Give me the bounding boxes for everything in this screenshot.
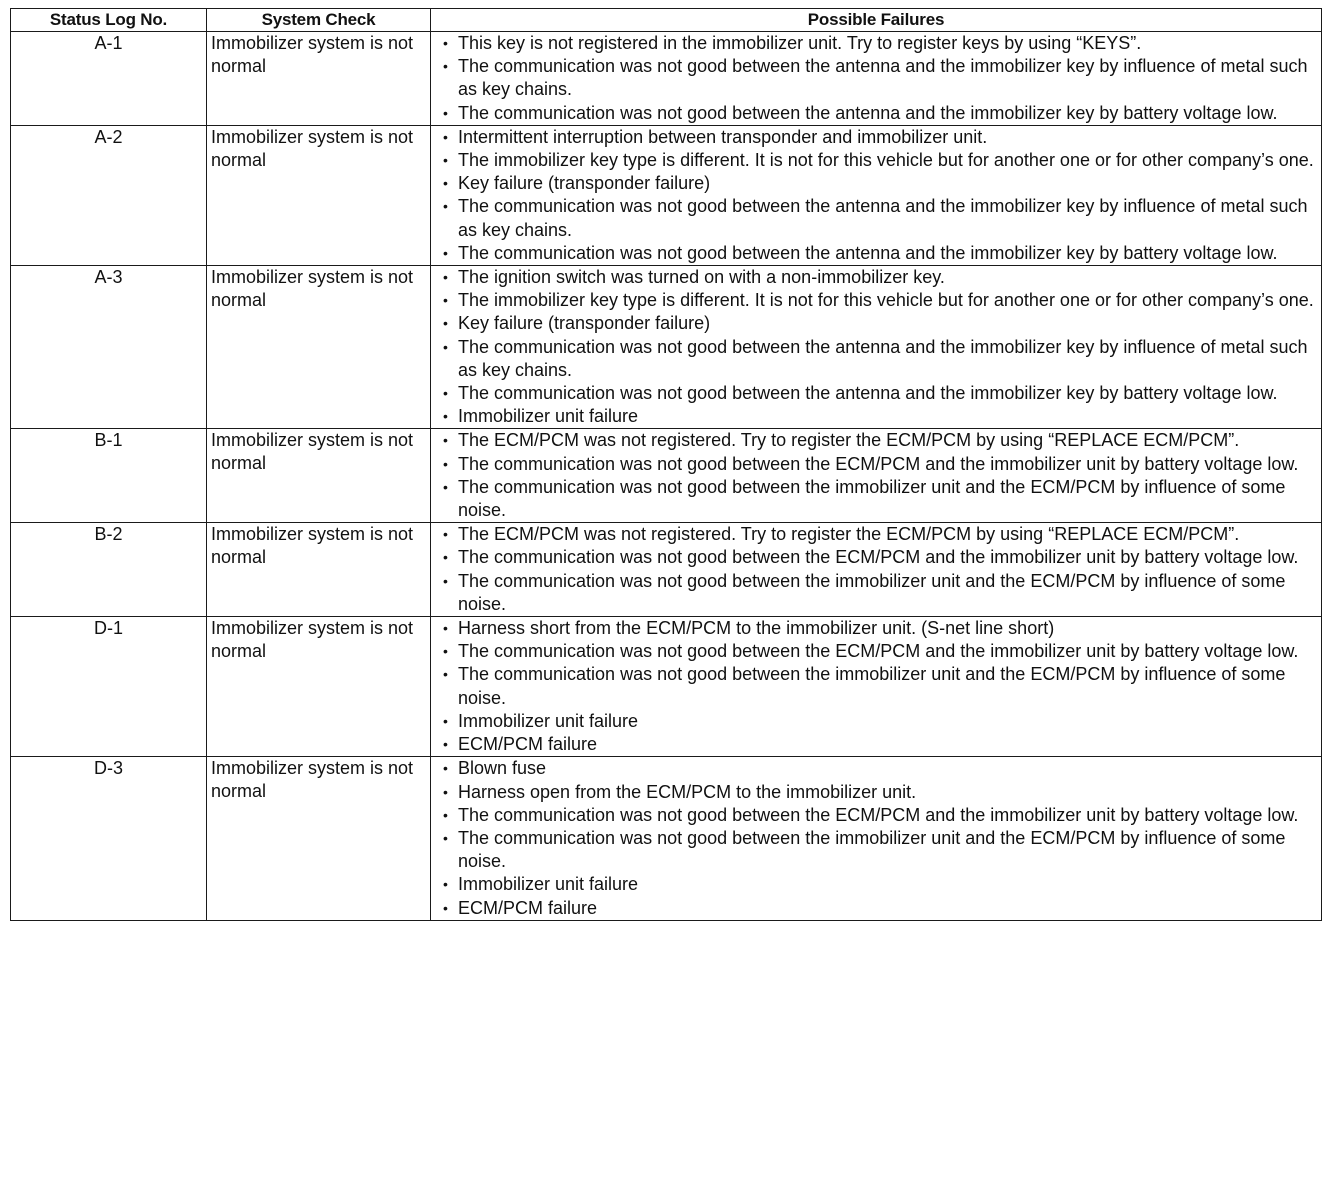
failure-item: • This key is not registered in the immobilizer unit. Try to register keys by using “KEYS”. — [443, 32, 1315, 55]
possible-failures-cell — [431, 125, 1322, 265]
failure-item: • The communication was not good between the immobilizer unit and the ECM/PCM by influence of some noise. — [443, 476, 1315, 522]
failure-list — [443, 126, 1315, 265]
failure-item: • The ECM/PCM was not registered. Try to register the ECM/PCM by using “REPLACE ECM/PCM”. — [443, 523, 1315, 546]
header-status-log-no: Status Log No. — [11, 9, 207, 32]
header-system-check: System Check — [207, 9, 431, 32]
status-log-number: D-1 — [11, 617, 207, 757]
table-body — [11, 32, 1322, 921]
possible-failures-cell — [431, 266, 1322, 429]
possible-failures-cell — [431, 617, 1322, 757]
system-check-text: Immobilizer system is not normal — [207, 617, 431, 757]
failure-item: • The communication was not good between the immobilizer unit and the ECM/PCM by influence of some noise. — [443, 570, 1315, 616]
system-check-text: Immobilizer system is not normal — [207, 429, 431, 523]
failure-item: • Immobilizer unit failure — [443, 405, 1315, 428]
table-row — [11, 757, 1322, 920]
system-check-text: Immobilizer system is not normal — [207, 125, 431, 265]
status-log-table — [10, 8, 1322, 921]
failure-item: • The communication was not good between the immobilizer unit and the ECM/PCM by influence of some noise. — [443, 663, 1315, 709]
failure-item: • The communication was not good between the antenna and the immobilizer key by influence of metal such as key chains. — [443, 55, 1315, 101]
table-row — [11, 523, 1322, 617]
possible-failures-cell — [431, 757, 1322, 920]
status-log-number: D-3 — [11, 757, 207, 920]
possible-failures-cell — [431, 429, 1322, 523]
failure-list — [443, 523, 1315, 616]
table-row — [11, 429, 1322, 523]
system-check-text: Immobilizer system is not normal — [207, 523, 431, 617]
failure-item: • The immobilizer key type is different. It is not for this vehicle but for another one or for other company’s one. — [443, 289, 1315, 312]
failure-item: • The ignition switch was turned on with a non-immobilizer key. — [443, 266, 1315, 289]
failure-item: • The communication was not good between the antenna and the immobilizer key by battery voltage low. — [443, 382, 1315, 405]
failure-item: • The communication was not good between the immobilizer unit and the ECM/PCM by influence of some noise. — [443, 827, 1315, 873]
table-row — [11, 32, 1322, 126]
failure-item: • Blown fuse — [443, 757, 1315, 780]
table-row — [11, 266, 1322, 429]
system-check-text: Immobilizer system is not normal — [207, 266, 431, 429]
status-log-number: A-1 — [11, 32, 207, 126]
possible-failures-cell — [431, 32, 1322, 126]
header-possible-failures: Possible Failures — [431, 9, 1322, 32]
failure-item: • The immobilizer key type is different. It is not for this vehicle but for another one or for other company’s one. — [443, 149, 1315, 172]
failure-item: • The communication was not good between the antenna and the immobilizer key by battery voltage low. — [443, 242, 1315, 265]
failure-item: • The communication was not good between the ECM/PCM and the immobilizer unit by battery voltage low. — [443, 640, 1315, 663]
table-row — [11, 617, 1322, 757]
status-log-number: A-3 — [11, 266, 207, 429]
failure-item: • Key failure (transponder failure) — [443, 172, 1315, 195]
failure-item: • The communication was not good between the antenna and the immobilizer key by battery voltage low. — [443, 102, 1315, 125]
table-header-row — [11, 9, 1322, 32]
failure-item: • Harness short from the ECM/PCM to the immobilizer unit. (S-net line short) — [443, 617, 1315, 640]
failure-item: • The communication was not good between the antenna and the immobilizer key by influence of metal such as key chains. — [443, 195, 1315, 241]
failure-item: • Intermittent interruption between transponder and immobilizer unit. — [443, 126, 1315, 149]
failure-item: • The communication was not good between the ECM/PCM and the immobilizer unit by battery voltage low. — [443, 453, 1315, 476]
system-check-text: Immobilizer system is not normal — [207, 32, 431, 126]
status-log-number: B-2 — [11, 523, 207, 617]
failure-item: • Immobilizer unit failure — [443, 710, 1315, 733]
failure-list — [443, 266, 1315, 428]
failure-item: • The communication was not good between the ECM/PCM and the immobilizer unit by battery voltage low. — [443, 546, 1315, 569]
failure-list — [443, 429, 1315, 522]
status-log-number: A-2 — [11, 125, 207, 265]
table-row — [11, 125, 1322, 265]
failure-item: • The communication was not good between the ECM/PCM and the immobilizer unit by battery voltage low. — [443, 804, 1315, 827]
status-log-number: B-1 — [11, 429, 207, 523]
failure-item: • The ECM/PCM was not registered. Try to register the ECM/PCM by using “REPLACE ECM/PCM”. — [443, 429, 1315, 452]
failure-item: • ECM/PCM failure — [443, 897, 1315, 920]
failure-item: • ECM/PCM failure — [443, 733, 1315, 756]
failure-list — [443, 617, 1315, 756]
system-check-text: Immobilizer system is not normal — [207, 757, 431, 920]
possible-failures-cell — [431, 523, 1322, 617]
failure-list — [443, 32, 1315, 125]
failure-item: • The communication was not good between the antenna and the immobilizer key by influence of metal such as key chains. — [443, 336, 1315, 382]
failure-item: • Key failure (transponder failure) — [443, 312, 1315, 335]
failure-item: • Harness open from the ECM/PCM to the immobilizer unit. — [443, 781, 1315, 804]
failure-item: • Immobilizer unit failure — [443, 873, 1315, 896]
failure-list — [443, 757, 1315, 919]
